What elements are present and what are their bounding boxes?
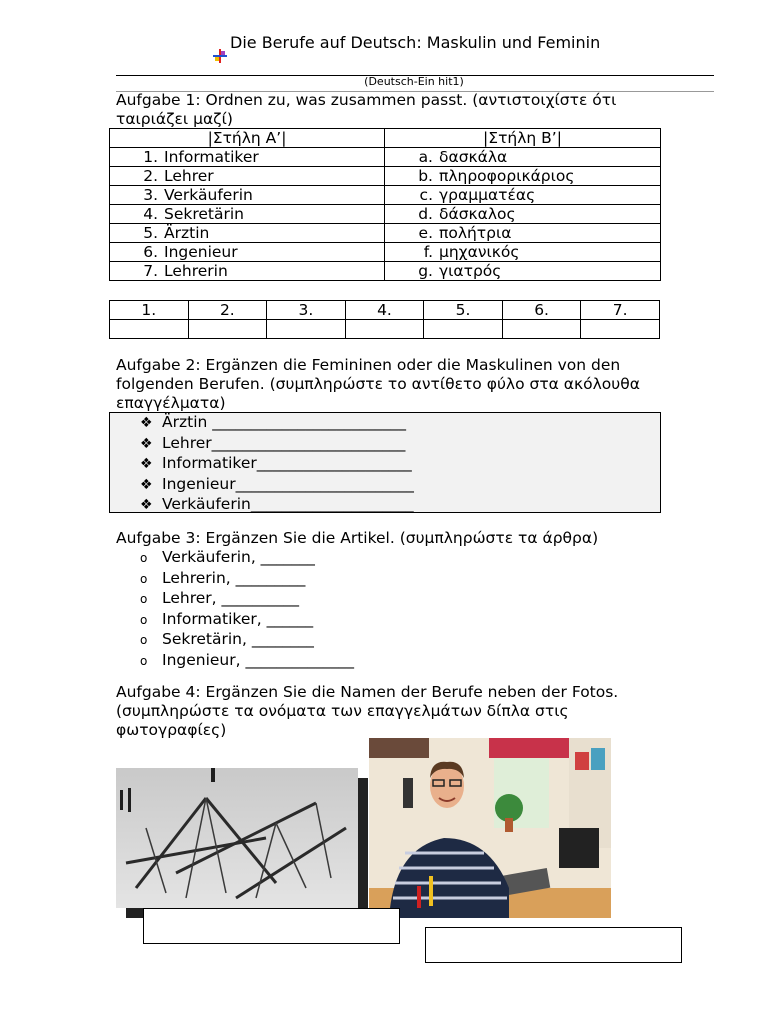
- answer-table: [109, 300, 660, 339]
- row-letter: e.: [418, 223, 433, 242]
- greek-profession: μηχανικός: [439, 242, 520, 261]
- german-profession: Ingenieur: [164, 242, 238, 261]
- row-letter: b.: [418, 166, 433, 185]
- photo-shadow: [358, 778, 368, 918]
- answer-cell[interactable]: [188, 320, 267, 339]
- photo1-answer-box[interactable]: [143, 908, 400, 944]
- task2-list: [140, 413, 414, 516]
- answer-cell[interactable]: [110, 320, 189, 339]
- list-item[interactable]: o Lehrerin, _________: [140, 569, 354, 590]
- answer-cell[interactable]: [502, 320, 581, 339]
- table-row: [110, 243, 661, 262]
- answer-number: 5.: [424, 301, 503, 320]
- bullet-icon: ❖: [140, 435, 153, 452]
- row-number: 3.: [143, 185, 158, 204]
- list-item[interactable]: o Sekretärin, ________: [140, 630, 354, 651]
- photo2-answer-box[interactable]: [425, 927, 682, 963]
- list-item[interactable]: ❖ Ärztin _________________________: [140, 413, 414, 434]
- list-item[interactable]: ❖ Informatiker____________________: [140, 454, 414, 475]
- row-letter: d.: [418, 204, 433, 223]
- logo-icon: [212, 48, 228, 64]
- answer-number: 1.: [110, 301, 189, 320]
- row-letter: a.: [418, 147, 433, 166]
- bullet-icon: ❖: [140, 456, 153, 472]
- table-row: [110, 205, 661, 224]
- list-item[interactable]: o Ingenieur, ______________: [140, 651, 354, 672]
- bullet-icon: ❖: [140, 415, 153, 431]
- german-profession: Ärztin: [164, 223, 210, 242]
- german-profession: Informatiker: [164, 147, 259, 166]
- engineering-photo: [116, 768, 358, 908]
- table-row: [110, 148, 661, 167]
- list-item[interactable]: o Lehrer, __________: [140, 589, 354, 610]
- list-item[interactable]: ❖ Lehrer_________________________: [140, 434, 414, 455]
- table-row: [110, 224, 661, 243]
- german-profession: Lehrer: [164, 166, 214, 185]
- bullet-icon: o: [140, 653, 148, 668]
- task4-heading: Aufgabe 4: Ergänzen Sie die Namen der Berufe neben der Fotos. (συμπληρώστε τα ονόματα των επαγγελμάτων δίπλα στις φωτογραφίες): [116, 683, 619, 739]
- greek-profession: δάσκαλος: [439, 204, 516, 223]
- answer-cell[interactable]: [424, 320, 503, 339]
- bullet-icon: ❖: [140, 497, 153, 513]
- greek-profession: πληροφορικάριος: [439, 166, 575, 185]
- task3-heading: Aufgabe 3: Ergänzen Sie die Artikel. (συμπληρώστε τα άρθρα): [116, 529, 599, 547]
- german-profession: Lehrerin: [164, 261, 228, 280]
- row-number: 1.: [143, 147, 158, 166]
- matching-table: [109, 128, 661, 281]
- answer-number: 3.: [267, 301, 346, 320]
- row-number: 5.: [143, 223, 158, 242]
- teacher-photo: [369, 738, 611, 918]
- task2-heading: Aufgabe 2: Ergänzen die Femininen oder die Maskulinen von den folgenden Berufen. (συμπληρώστε το αντίθετο φύλο στα ακόλουθα επαγγέλματα): [116, 356, 640, 412]
- row-letter: c.: [419, 185, 433, 204]
- answer-cell[interactable]: [581, 320, 660, 339]
- row-number: 6.: [143, 242, 158, 261]
- bullet-icon: o: [140, 612, 148, 627]
- greek-profession: πολήτρια: [439, 223, 512, 242]
- list-item[interactable]: ❖ Ingenieur_______________________: [140, 475, 414, 496]
- document-subtitle: (Deutsch-Ein hit1): [364, 75, 464, 88]
- bullet-icon: o: [140, 551, 148, 565]
- bullet-icon: o: [140, 633, 148, 648]
- row-number: 4.: [143, 204, 158, 223]
- bullet-icon: o: [140, 592, 148, 607]
- document-title: Die Berufe auf Deutsch: Maskulin und Feminin: [230, 33, 601, 52]
- row-letter: g.: [418, 261, 433, 280]
- row-number: 7.: [143, 261, 158, 280]
- bullet-icon: ❖: [140, 476, 153, 493]
- answer-cell[interactable]: [345, 320, 424, 339]
- bullet-icon: o: [140, 571, 148, 586]
- answer-number: 6.: [502, 301, 581, 320]
- greek-profession: γιατρός: [439, 261, 502, 280]
- answer-number: 4.: [345, 301, 424, 320]
- task3-list: [140, 548, 354, 672]
- row-number: 2.: [143, 166, 158, 185]
- answer-number: 7.: [581, 301, 660, 320]
- column-a-header: |Στήλη Α’|: [110, 129, 385, 148]
- column-b-header: |Στήλη Β’|: [385, 129, 661, 148]
- table-row: [110, 167, 661, 186]
- german-profession: Verkäuferin: [164, 185, 253, 204]
- table-row: [110, 262, 661, 281]
- list-item[interactable]: ❖ Verkäuferin_____________________: [140, 495, 414, 516]
- task1-heading: Aufgabe 1: Ordnen zu, was zusammen passt. (αντιστοιχίστε ότι ταιριάζει μαζί): [116, 91, 617, 128]
- table-row: [110, 186, 661, 205]
- list-item[interactable]: o Verkäuferin, _______: [140, 548, 354, 569]
- list-item[interactable]: o Informatiker, ______: [140, 610, 354, 631]
- greek-profession: γραμματέας: [439, 185, 536, 204]
- answer-number: 2.: [188, 301, 267, 320]
- greek-profession: δασκάλα: [439, 147, 508, 166]
- answer-cell[interactable]: [267, 320, 346, 339]
- row-letter: f.: [423, 242, 433, 261]
- german-profession: Sekretärin: [164, 204, 244, 223]
